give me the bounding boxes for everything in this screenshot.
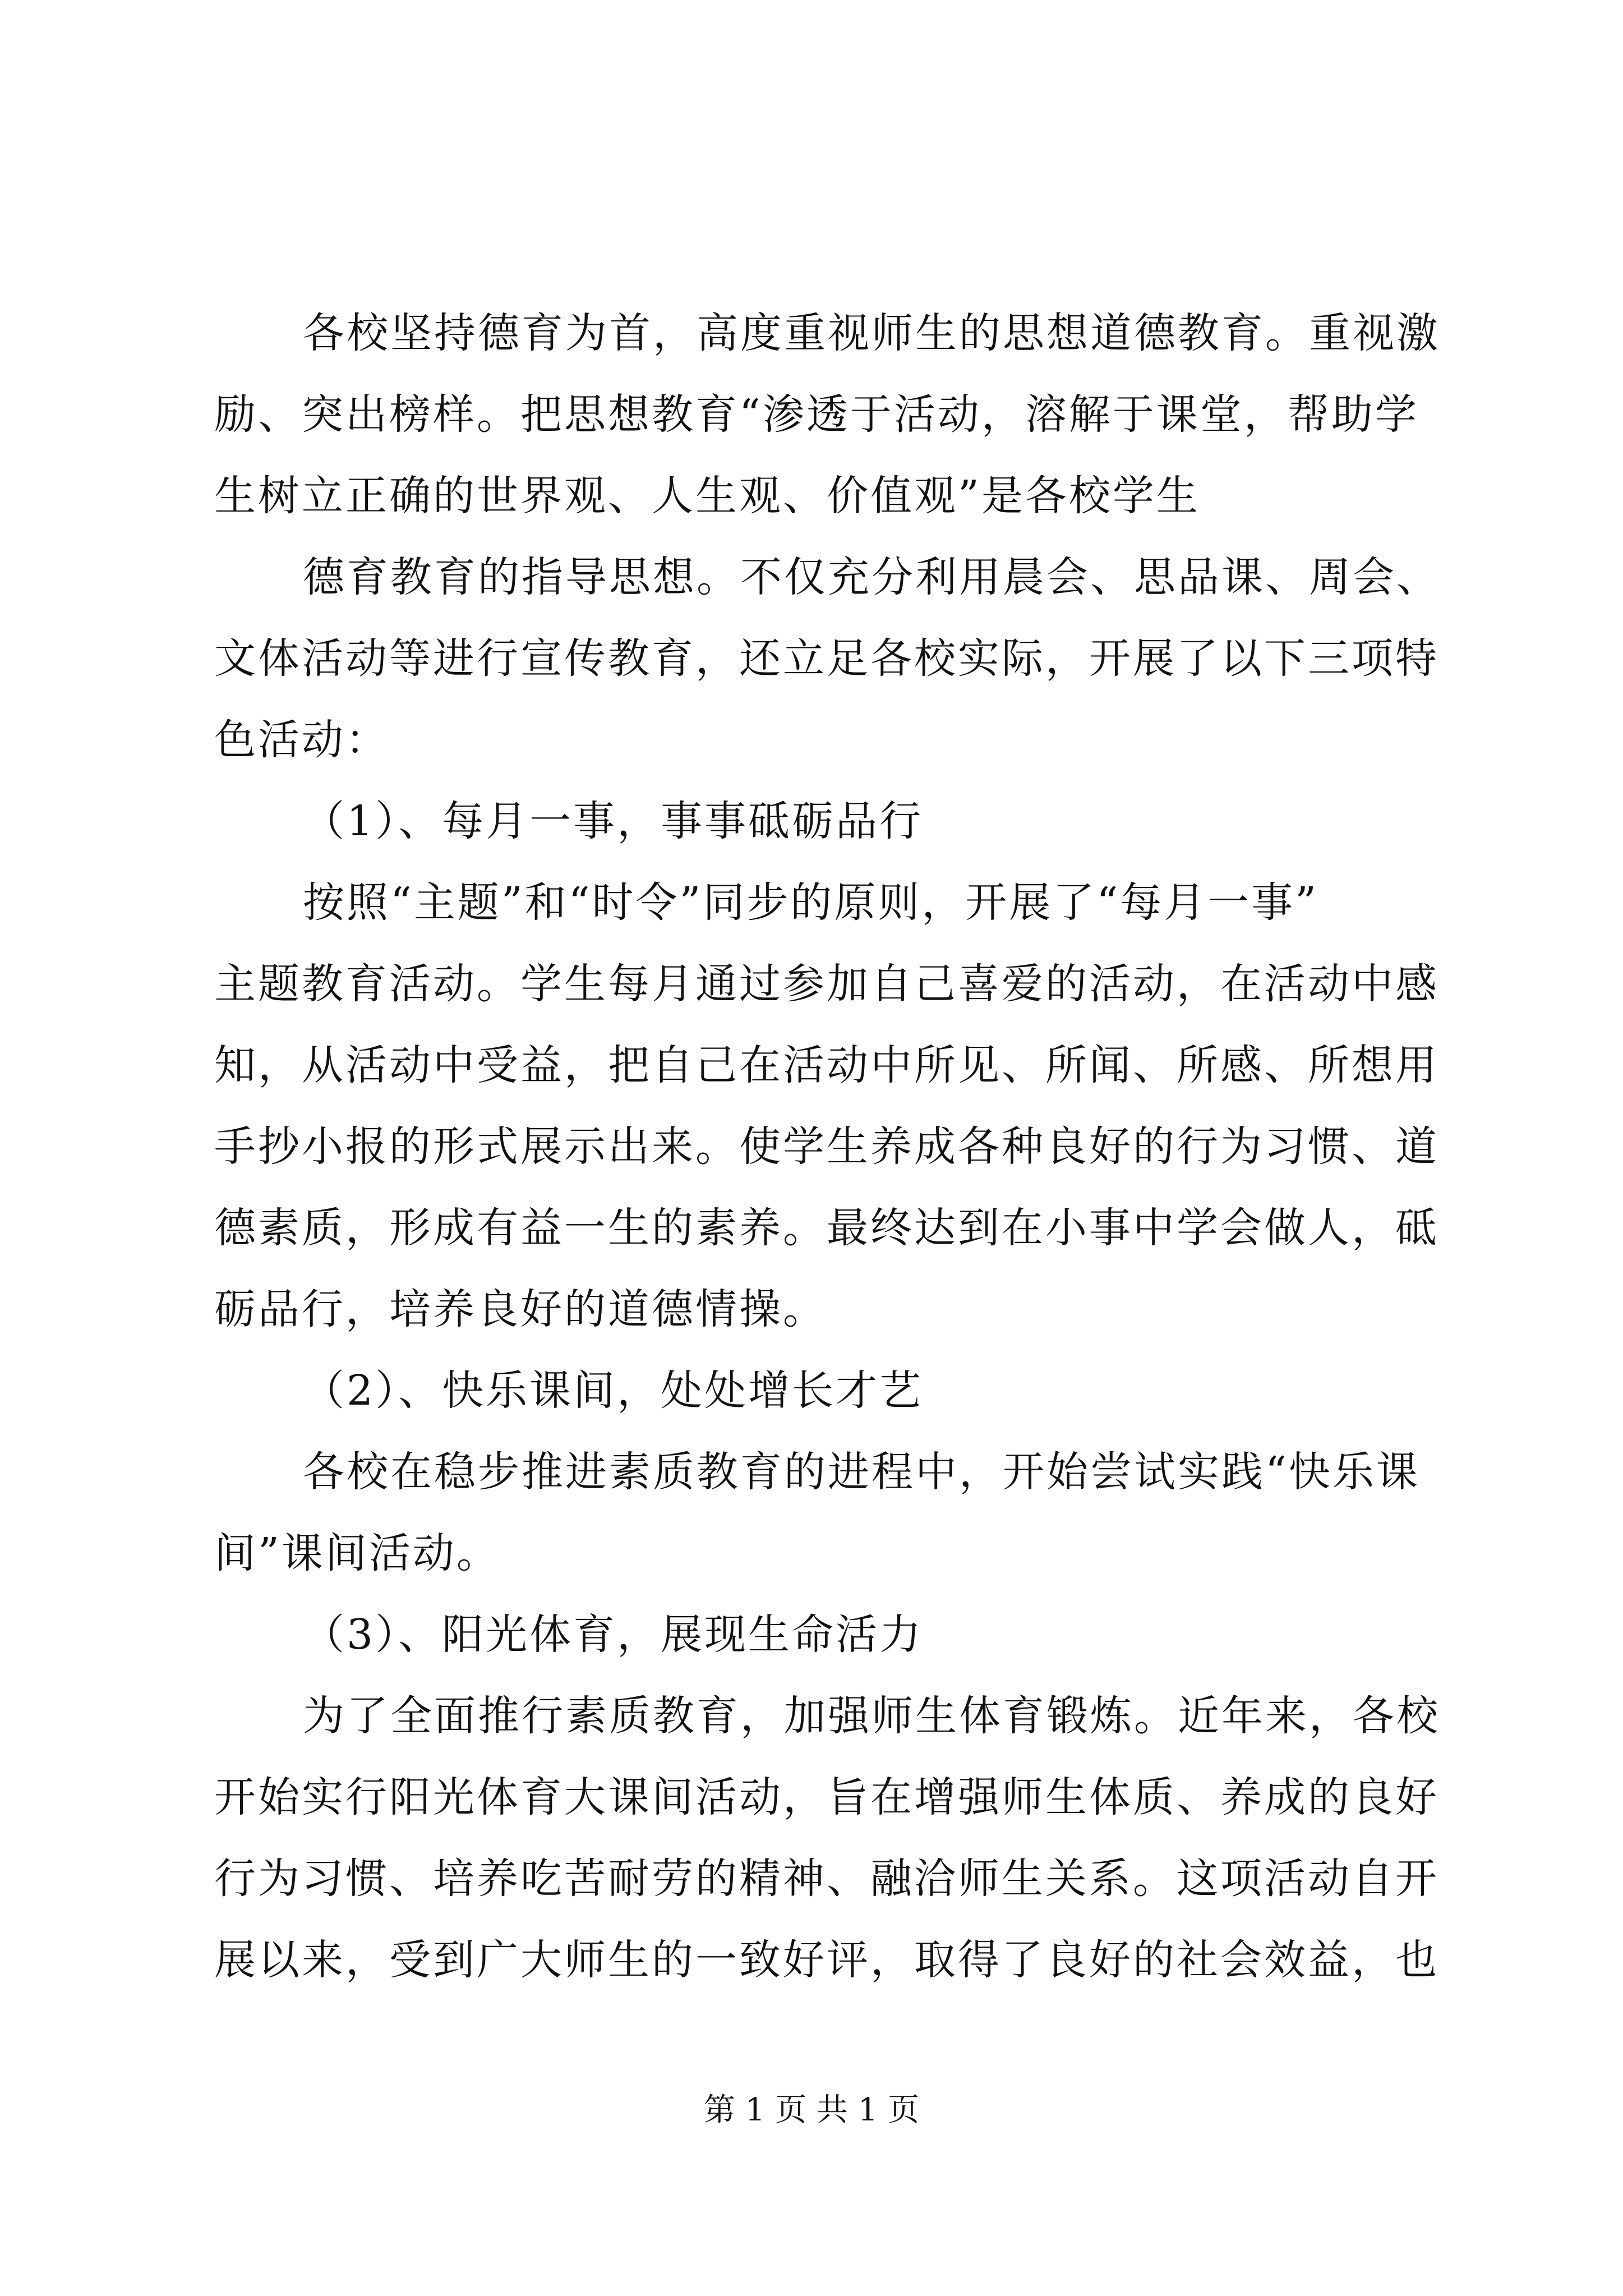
paragraph-line: 德素质，形成有益一生的素养。最终达到在小事中学会做人，砥 xyxy=(214,1204,1439,1252)
section-heading-3: （3）、阳光体育，展现生命活力 xyxy=(303,1611,924,1659)
paragraph-line: 展以来，受到广大师生的一致好评，取得了良好的社会效益，也 xyxy=(214,1936,1439,1984)
paragraph-line: 手抄小报的形式展示出来。使学生养成各种良好的行为习惯、道 xyxy=(214,1122,1439,1171)
paragraph-line: 知，从活动中受益，把自己在活动中所见、所闻、所感、所想用 xyxy=(214,1041,1439,1089)
paragraph-line: 各校坚持德育为首，高度重视师生的思想道德教育。重视激 xyxy=(303,309,1440,357)
page-footer: 第 1 页 共 1 页 xyxy=(703,2092,920,2128)
paragraph-line: 行为习惯、培养吃苦耐劳的精神、融洽师生关系。这项活动自开 xyxy=(214,1855,1439,1903)
paragraph-line: 砺品行，培养良好的道德情操。 xyxy=(214,1285,827,1333)
paragraph-line: 按照“主题”和“时令”同步的原则，开展了“每月一事” xyxy=(303,878,1318,927)
section-heading-2: （2）、快乐课间，处处增长才艺 xyxy=(303,1366,924,1415)
paragraph-line: 各校在稳步推进素质教育的进程中，开始尝试实践“快乐课 xyxy=(303,1448,1420,1496)
paragraph-line: 为了全面推行素质教育，加强师生体育锻炼。近年来，各校 xyxy=(303,1692,1440,1740)
paragraph-line: 生树立正确的世界观、人生观、价值观”是各校学生 xyxy=(214,472,1200,520)
paragraph-line: 主题教育活动。学生每月通过参加自己喜爱的活动，在活动中感 xyxy=(214,960,1439,1008)
paragraph-line: 德育教育的指导思想。不仅充分利用晨会、思品课、周会、 xyxy=(303,553,1440,601)
paragraph-line: 色活动： xyxy=(214,716,389,764)
paragraph-line: 励、突出榜样。把思想教育“渗透于活动，溶解于课堂，帮助学 xyxy=(214,390,1419,439)
paragraph-line: 开始实行阳光体育大课间活动，旨在增强师生体质、养成的良好 xyxy=(214,1773,1439,1821)
paragraph-line: 间”课间活动。 xyxy=(214,1529,500,1577)
paragraph-line: 文体活动等进行宣传教育，还立足各校实际，开展了以下三项特 xyxy=(214,634,1439,683)
section-heading-1: （1）、每月一事，事事砥砺品行 xyxy=(303,797,924,845)
